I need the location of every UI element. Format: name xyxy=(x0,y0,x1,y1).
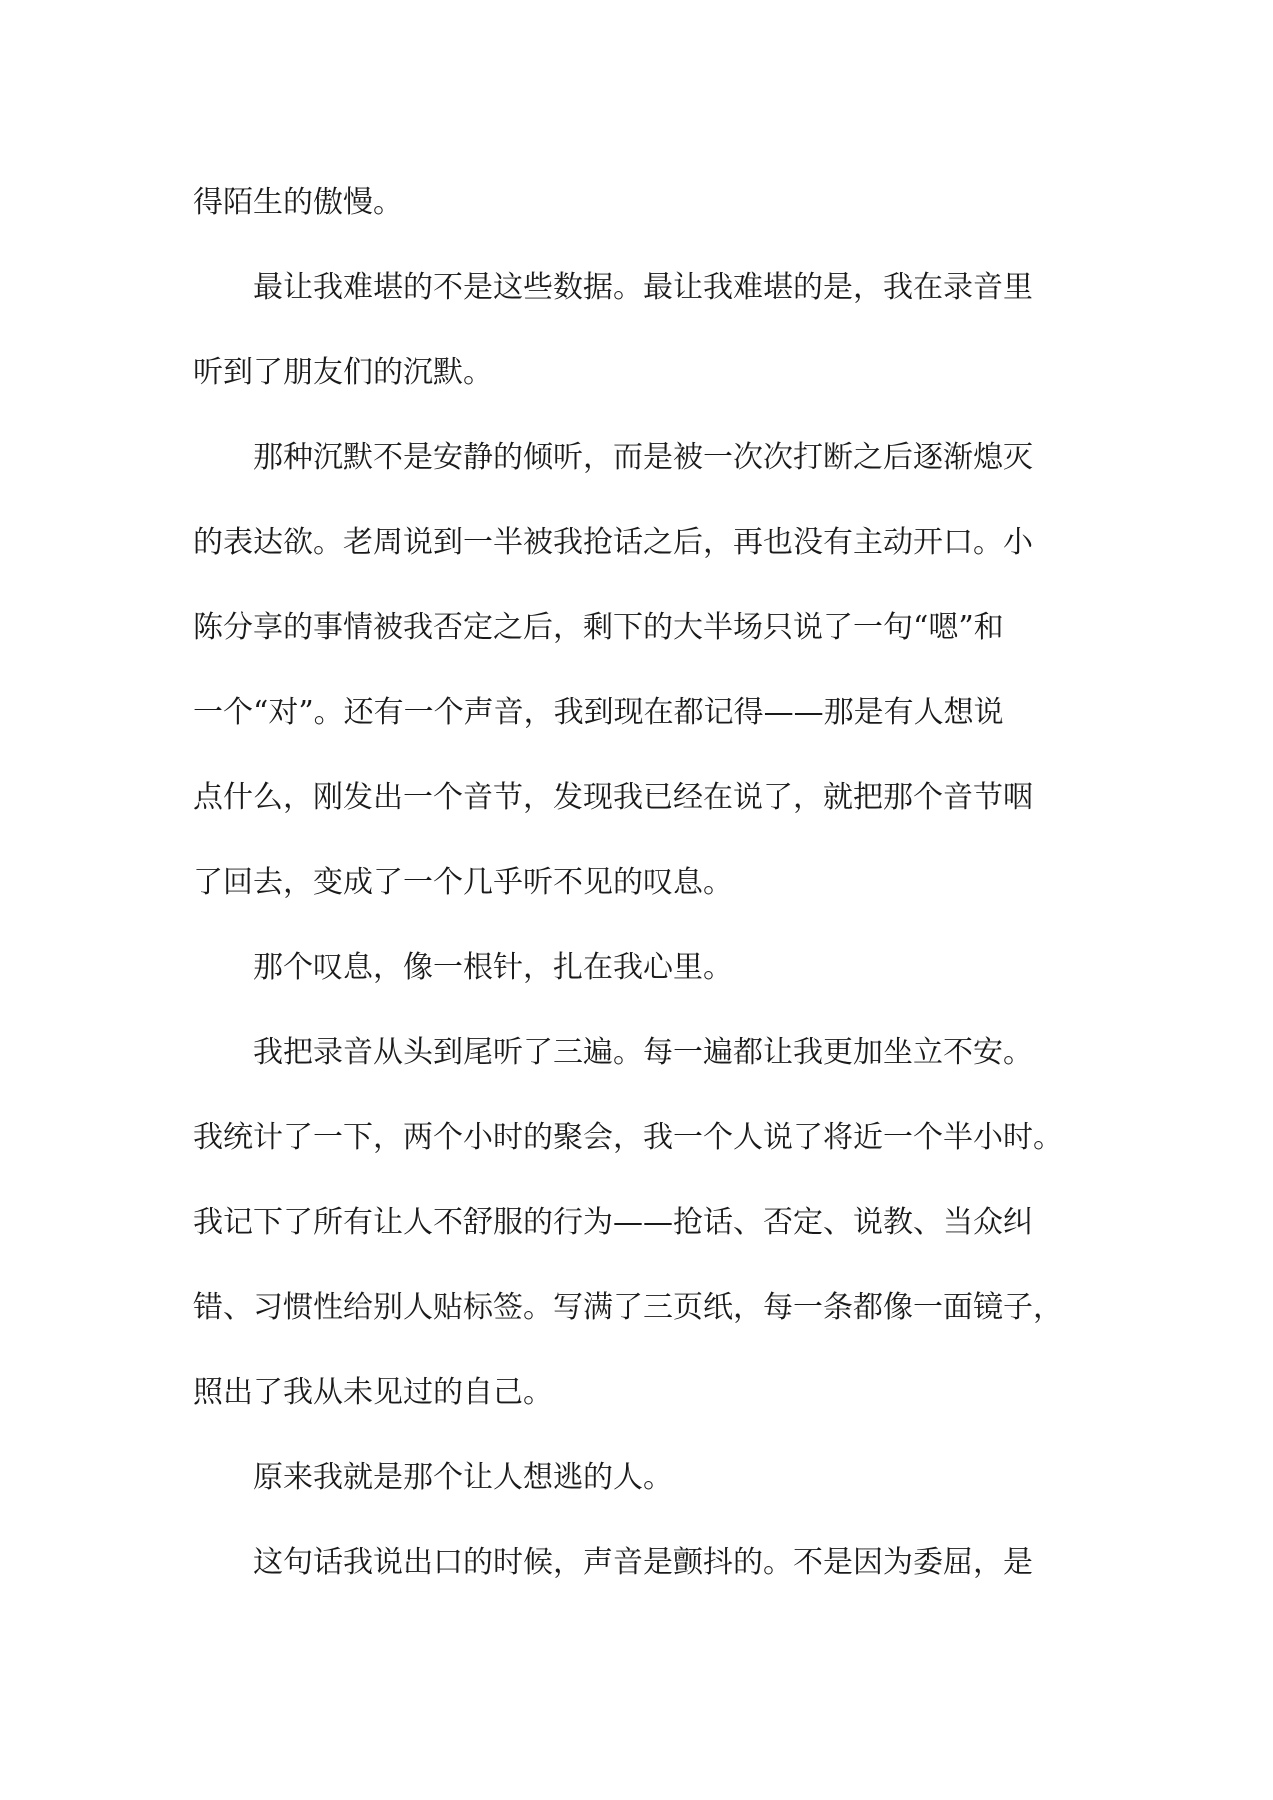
paragraph xyxy=(193,1520,1093,1605)
text-line: 陈分享的事情被我否定之后，剩下的大半场只说了一句“嗯”和 xyxy=(193,610,1004,645)
text-line: 最让我难堪的不是这些数据。最让我难堪的是，我在录音里 xyxy=(253,270,1033,305)
text-line: 错、习惯性给别人贴标签。写满了三页纸，每一条都像一面镜子， xyxy=(193,1290,1063,1325)
paragraph xyxy=(193,925,1093,1010)
text-line: 的表达欲。老周说到一半被我抢话之后，再也没有主动开口。小 xyxy=(193,525,1033,560)
text-line: 那个叹息，像一根针，扎在我心里。 xyxy=(253,950,733,985)
text-line: 照出了我从未见过的自己。 xyxy=(193,1375,553,1410)
paragraph xyxy=(193,415,1093,925)
text-line: 原来我就是那个让人想逃的人。 xyxy=(253,1460,673,1495)
text-line: 我记下了所有让人不舒服的行为——抢话、否定、说教、当众纠 xyxy=(193,1205,1033,1240)
text-line: 得陌生的傲慢。 xyxy=(193,185,403,220)
text-line: 点什么，刚发出一个音节，发现我已经在说了，就把那个音节咽 xyxy=(193,780,1033,815)
text-line: 了回去，变成了一个几乎听不见的叹息。 xyxy=(193,865,733,900)
text-line: 我把录音从头到尾听了三遍。每一遍都让我更加坐立不安。 xyxy=(253,1035,1033,1070)
text-line: 听到了朋友们的沉默。 xyxy=(193,355,493,390)
text-line: 那种沉默不是安静的倾听，而是被一次次打断之后逐渐熄灭 xyxy=(253,440,1033,475)
text-line: 我统计了一下，两个小时的聚会，我一个人说了将近一个半小时。 xyxy=(193,1120,1063,1155)
paragraph xyxy=(193,245,1093,415)
paragraph xyxy=(193,1435,1093,1520)
paragraph xyxy=(193,1010,1093,1435)
document-body xyxy=(193,160,1093,1605)
text-line: 这句话我说出口的时候，声音是颤抖的。不是因为委屈，是 xyxy=(253,1545,1033,1580)
paragraph xyxy=(193,160,1093,245)
text-line: 一个“对”。还有一个声音，我到现在都记得——那是有人想说 xyxy=(193,695,1004,730)
